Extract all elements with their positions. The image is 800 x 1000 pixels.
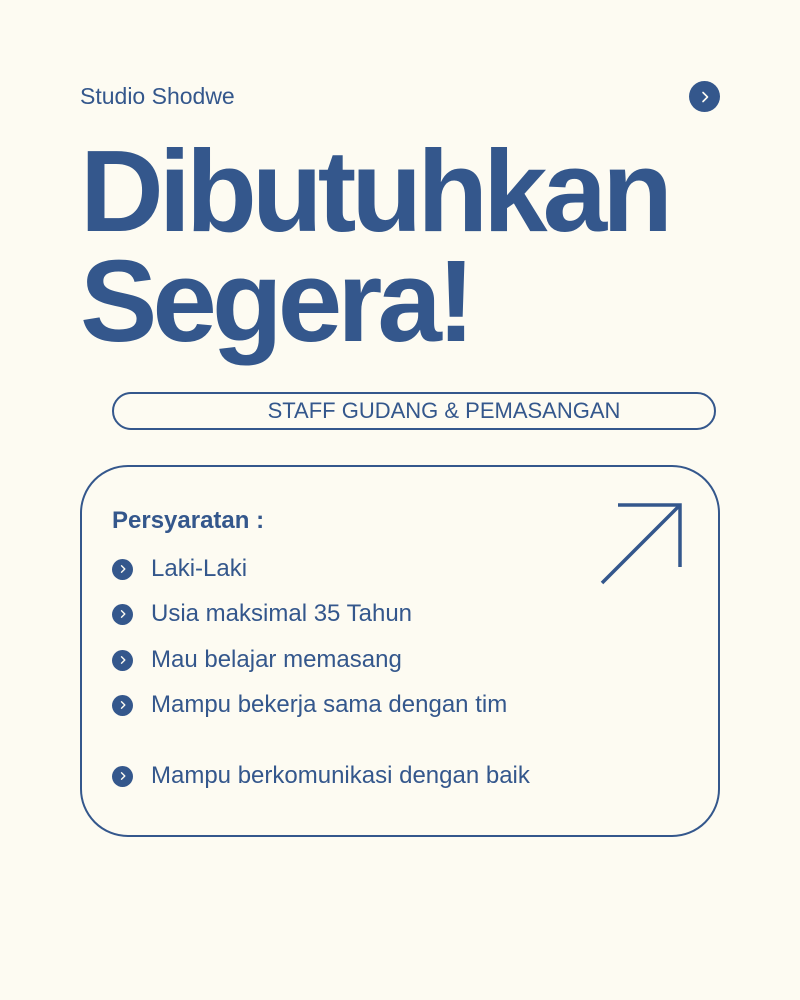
requirement-text: Mau belajar memasang [151, 646, 402, 673]
chevron-bullet-icon [112, 559, 133, 580]
headline-line-2: Segera! [80, 236, 471, 366]
requirement-text: Laki-Laki [151, 555, 248, 582]
headline-line-1: Dibutuhkan [80, 126, 668, 256]
chevron-right-icon [698, 90, 712, 104]
requirement-item [112, 600, 412, 628]
headline [80, 126, 668, 366]
chevron-bullet-icon [112, 695, 133, 716]
requirement-item [112, 762, 530, 790]
arrow-up-right-icon [596, 497, 688, 589]
chevron-bullet-icon [112, 766, 133, 787]
requirement-text: Mampu berkomunikasi dengan baik [151, 762, 530, 789]
requirement-item [112, 691, 507, 719]
chevron-bullet-icon [112, 650, 133, 671]
requirements-card [80, 465, 720, 837]
requirement-item [112, 646, 402, 674]
requirement-text: Mampu bekerja sama dengan tim [151, 691, 508, 718]
chevron-bullet-icon [112, 604, 133, 625]
next-button[interactable] [689, 81, 720, 112]
requirement-text: Usia maksimal 35 Tahun [151, 600, 413, 627]
requirements-title: Persyaratan : [112, 507, 265, 534]
brand-name: Studio Shodwe [80, 83, 235, 109]
position-title: STAFF GUDANG & PEMASANGAN [267, 398, 621, 423]
requirement-item [112, 555, 247, 583]
position-pill [112, 392, 716, 430]
